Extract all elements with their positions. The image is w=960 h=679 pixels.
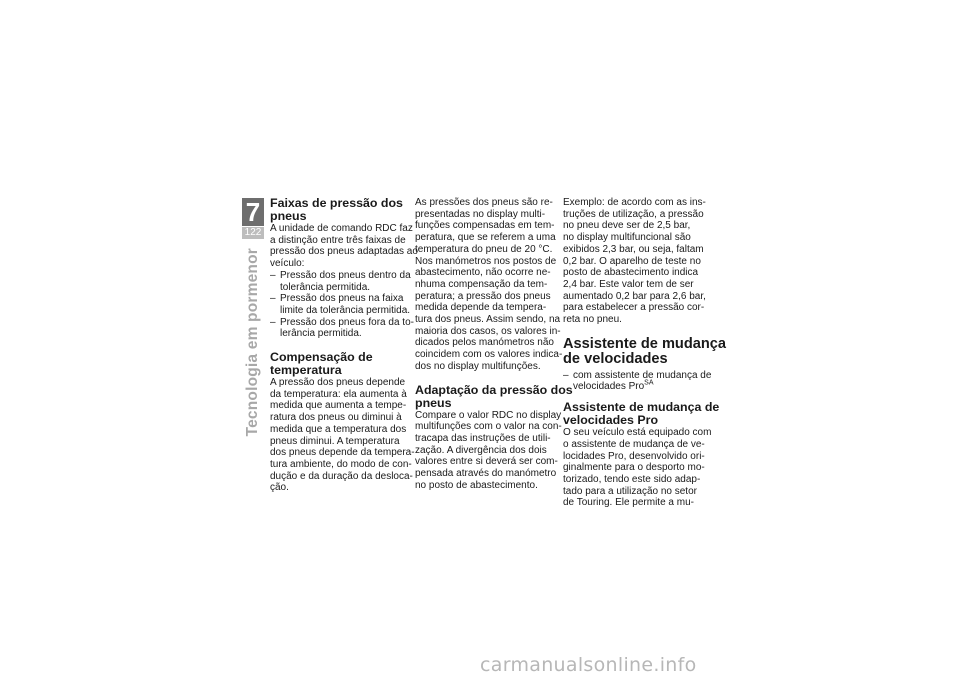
heading-pressure-adaptation: Adaptação da pressão dos pneus: [415, 382, 573, 410]
list-item: – Pressão dos pneus fora da to- lerância permitida.: [270, 317, 408, 340]
chapter-title: Tecnologia em pormenor: [244, 248, 261, 437]
list-item: – com assistente de mudança de velocidades Pro$^{SA}$: [563, 370, 701, 393]
paragraph-gear-shift-pro: O seu veículo está equipado com o assistente de mudança de ve- locidades Pro, desenvolvido ori- ginalmente para o desporto mo- torizado, tendo este sido adap- tado para a utilização no setor de Touring. Ele permite a mu-: [563, 427, 712, 509]
list-item: – Pressão dos pneus dentro da tolerância permitida.: [270, 270, 408, 293]
paragraph-example: Exemplo: de acordo com as ins- truções de utilização, a pressão no pneu deve ser de 2,5 bar, no display multifuncional são exibidos 2,3 bar, ou seja, faltam 0,2 bar. O aparelho de teste no posto de abastecimento indica 2,4 bar. Este valor tem de ser aumentado 0,2 bar para 2,6 bar, para estabelecer a pressão cor- reta no pneu.: [563, 197, 706, 326]
list-item: – Pressão dos pneus na faixa limite da tolerância permitida.: [270, 293, 408, 316]
column-2: [415, 197, 573, 491]
chapter-sidebar: [242, 248, 264, 458]
pressure-range-list: [270, 269, 414, 340]
paragraph-compare-rdc: Compare o valor RDC no display multifunções com o valor na con- tracapa das instruções de utili- zação. A divergência dos dois valores entre si deverá ser com- pensada através do manómetro no posto de abastecimento.: [415, 409, 562, 491]
heading-gear-shift-assistant: Assistente de mudança de velocidades: [563, 335, 727, 368]
column-1: [270, 196, 418, 494]
paragraph-compensated-display: As pressões dos pneus são re- presentadas no display multi- funções compensadas em tem- peratura, que se referem a uma temperatura do pneu de 20 °C. Nos manómetros nos postos de abastecimento, não ocorre ne- nhuma compensação da tem- peratura; a pressão dos pneus medida depende da tempera- tura dos pneus. Assim sendo, na maioria dos casos, os valores in- dicados pelos manómetros não coincidem com os valores indica- dos no display multifunções.: [415, 197, 563, 372]
paragraph-rdc-intro: A unidade de comando RDC faz a distinção entre três faixas de pressão dos pneus adaptadas ao veículo:: [270, 223, 418, 270]
heading-temperature-compensation: Compensação de temperatura: [270, 350, 373, 378]
heading-pressure-ranges: Faixas de pressão dos pneus: [270, 196, 403, 223]
sa-marker: SA: [644, 380, 654, 388]
paragraph-temperature: A pressão dos pneus depende da temperatura: ela aumenta à medida que aumenta a tempe- ratura dos pneus ou diminui à medida que a temperatura dos pneus diminui. A temperatura dos pneus depende da tempera- tura ambiente, do modo de con- dução e da duração da desloca- ção.: [270, 377, 415, 494]
heading-gear-shift-assistant-pro: Assistente de mudança de velocidades Pro: [563, 400, 720, 428]
column-3: [563, 197, 727, 509]
chapter-number: 7: [242, 198, 264, 226]
page-number: 122: [242, 227, 264, 239]
watermark: carmanualsonline.info: [480, 654, 697, 676]
equipment-list: [563, 369, 712, 393]
